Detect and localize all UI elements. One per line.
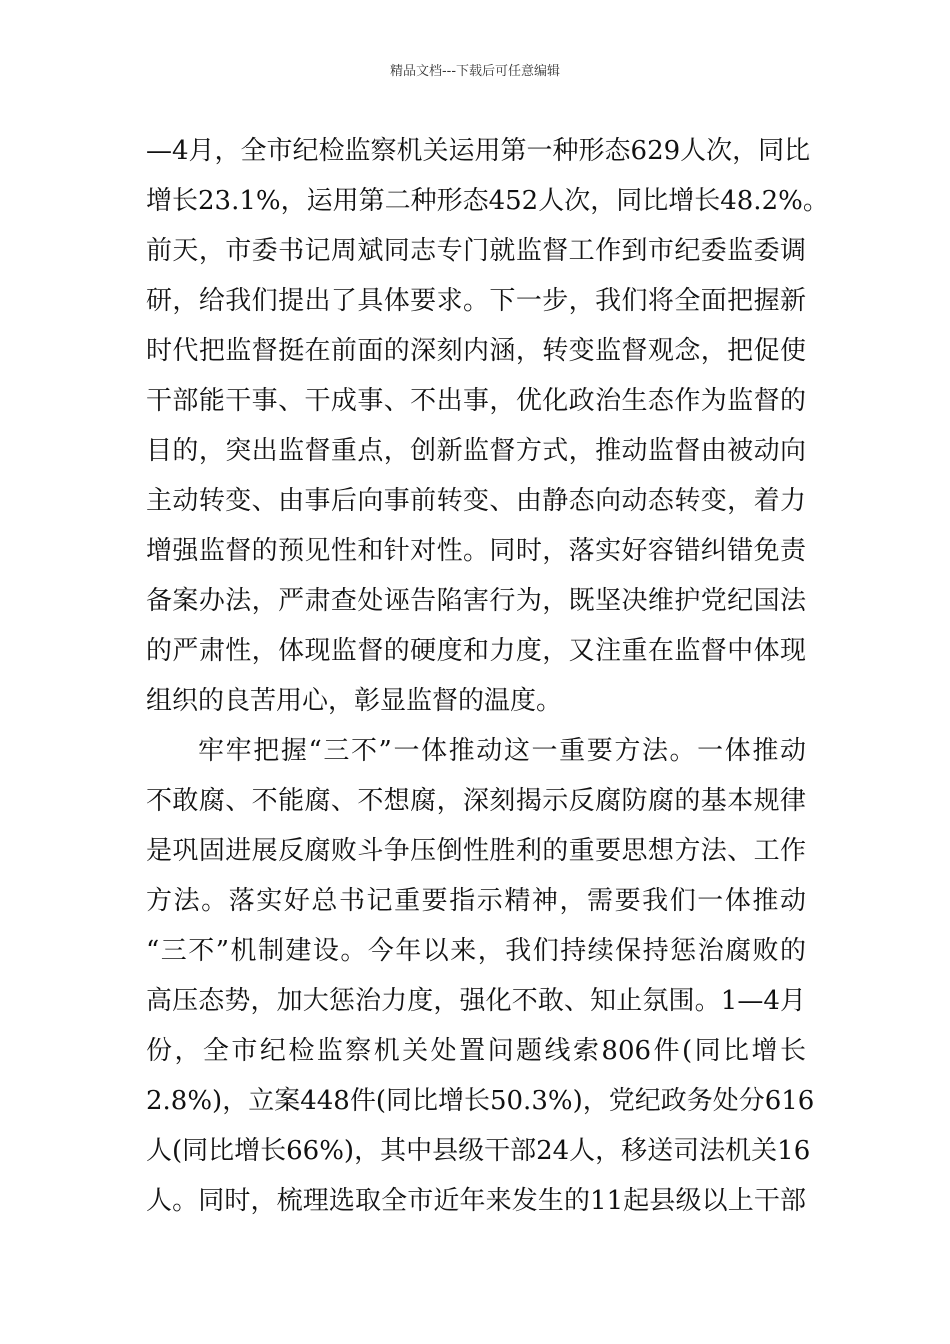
- text-line: 备案办法，严肃查处诬告陷害行为，既坚决维护党纪国法: [146, 586, 806, 616]
- text-line: 高压态势，加大惩治力度，强化不敢、知止氛围。1—4月: [146, 986, 806, 1016]
- text-line: 是巩固进展反腐败斗争压倒性胜利的重要思想方法、工作: [146, 836, 806, 866]
- paragraph-1: [146, 126, 829, 726]
- text-line: 前天，市委书记周斌同志专门就监督工作到市纪委监委调: [146, 236, 806, 266]
- text-line: 干部能干事、干成事、不出事，优化政治生态作为监督的: [146, 386, 806, 416]
- text-line: 人。同时，梳理选取全市近年来发生的11起县级以上干部: [146, 1186, 806, 1216]
- text-line: “三不”机制建设。今年以来，我们持续保持惩治腐败的: [146, 936, 806, 966]
- text-line: 主动转变、由事后向事前转变、由静态向动态转变，着力: [146, 486, 806, 516]
- text-line: —4月，全市纪检监察机关运用第一种形态629人次，同比: [146, 136, 811, 166]
- text-line: 人(同比增长66%)，其中县级干部24人，移送司法机关16: [146, 1136, 811, 1166]
- text-line: 2.8%)，立案448件(同比增长50.3%)，党纪政务处分616: [146, 1086, 815, 1116]
- text-line: 方法。落实好总书记重要指示精神，需要我们一体推动: [146, 886, 806, 916]
- text-line: 牢牢把握“三不”一体推动这一重要方法。一体推动: [198, 736, 806, 766]
- page-header: 精品文档---下载后可任意编辑: [389, 64, 561, 79]
- text-line: 组织的良苦用心，彰显监督的温度。: [146, 686, 563, 716]
- body-text: [146, 126, 829, 1226]
- text-line: 目的，突出监督重点，创新监督方式，推动监督由被动向: [146, 436, 806, 466]
- text-line: 增长23.1%，运用第二种形态452人次，同比增长48.2%。: [146, 186, 829, 216]
- paragraph-2: [146, 726, 815, 1226]
- text-line: 份，全市纪检监察机关处置问题线索806件(同比增长: [146, 1036, 806, 1066]
- text-line: 不敢腐、不能腐、不想腐，深刻揭示反腐防腐的基本规律: [146, 786, 806, 816]
- text-line: 时代把监督挺在前面的深刻内涵，转变监督观念，把促使: [146, 336, 806, 366]
- text-line: 研，给我们提出了具体要求。下一步，我们将全面把握新: [146, 286, 806, 316]
- text-line: 增强监督的预见性和针对性。同时，落实好容错纠错免责: [146, 536, 806, 566]
- text-line: 的严肃性，体现监督的硬度和力度，又注重在监督中体现: [146, 636, 806, 666]
